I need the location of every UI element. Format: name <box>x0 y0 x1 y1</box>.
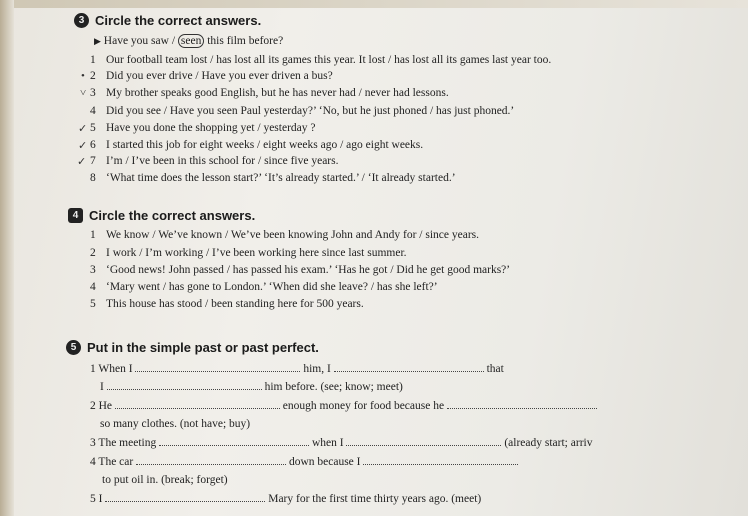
exercise-5-line-6: 4 The car down because I <box>90 455 518 468</box>
margin-tick-3: ˅ <box>80 87 87 99</box>
section-3-item-5[interactable]: 5 Have you done the shopping yet / yesterday ? <box>90 122 316 134</box>
section-5-badge: 5 <box>66 340 81 355</box>
blank-2a[interactable] <box>115 399 280 409</box>
blank-5a[interactable] <box>105 492 265 502</box>
play-triangle-icon: ▶ <box>94 36 101 46</box>
section-4-item-4[interactable]: 4 ‘Mary went / has gone to London.’ ‘When did she leave? / has she left?’ <box>90 281 438 293</box>
blank-1c[interactable] <box>107 380 262 390</box>
section-3-badge: 3 <box>74 13 89 28</box>
section-3-heading <box>74 13 261 28</box>
page-top-edge <box>0 0 748 8</box>
exercise-5-line-2: I him before. (see; know; meet) <box>100 381 403 393</box>
section-3-item-8[interactable]: 8 ‘What time does the lesson start?’ ‘It’s already started.’ / ‘It already started.’ <box>90 172 456 184</box>
section-4-item-2[interactable]: 2 I work / I’m working / I’ve been working here since last summer. <box>90 247 407 259</box>
exercise-5-line-7: to put oil in. (break; forget) <box>102 474 228 486</box>
section-5-title: Put in the simple past or past perfect. <box>87 340 319 355</box>
exercise-5-line-3: 2 He enough money for food because he <box>90 399 597 412</box>
exercise-5-line-4: so many clothes. (not have; buy) <box>100 418 251 430</box>
example-text-start: Have you saw / <box>103 35 176 47</box>
exercise-5-line-5: 3 The meeting when I (already start; arriv <box>90 437 593 449</box>
margin-tick-2: • <box>81 70 85 82</box>
margin-tick-5: ✓ <box>78 123 88 135</box>
exercise-5-line-8: 5 I Mary for the first time thirty years ago. (meet) <box>90 493 482 505</box>
margin-tick-7: ✓ <box>77 156 87 168</box>
margin-tick-6: ✓ <box>78 140 88 152</box>
blank-3a[interactable] <box>159 436 309 446</box>
section-4-item-5[interactable]: 5 This house has stood / been standing here for 500 years. <box>90 298 364 310</box>
section-5-heading <box>66 340 319 355</box>
blank-4a[interactable] <box>136 455 286 465</box>
section-3-item-1[interactable]: 1 Our football team lost / has lost all its games this year. It lost / has lost all its games last year too. <box>90 54 552 66</box>
section-3-item-7[interactable]: 7 I’m / I’ve been in this school for / since five years. <box>90 155 339 167</box>
section-4-title: Circle the correct answers. <box>89 208 256 223</box>
section-4-badge: 4 <box>68 208 83 223</box>
section-3-item-4[interactable]: 4 Did you see / Have you seen Paul yesterday?’ ‘No, but he just phoned / has just phoned.’ <box>90 105 515 117</box>
section-4-heading <box>68 208 255 223</box>
example-text-end: this film before? <box>207 35 284 47</box>
section-3-item-6[interactable]: 6 I started this job for eight weeks / eight weeks ago / ago eight weeks. <box>90 139 424 151</box>
page-left-edge <box>0 0 14 516</box>
blank-3b[interactable] <box>346 436 501 446</box>
blank-4b[interactable] <box>363 455 518 465</box>
section-3-item-2[interactable]: 2 Did you ever drive / Have you ever driven a bus? <box>90 70 333 82</box>
section-3-item-3[interactable]: 3 My brother speaks good English, but he has never had / never had lessons. <box>90 87 449 99</box>
section-4-item-1[interactable]: 1 We know / We’ve known / We’ve been knowing John and Andy for / since years. <box>90 229 480 241</box>
example-circled-answer[interactable]: seen <box>178 34 204 48</box>
section-3-title: Circle the correct answers. <box>95 13 262 28</box>
section-4-item-3[interactable]: 3 ‘Good news! John passed / has passed his exam.’ ‘Has he got / Did he get good marks?’ <box>90 264 511 276</box>
exercise-5-line-1: 1 When I him, I that <box>90 363 504 375</box>
blank-1b[interactable] <box>334 362 484 372</box>
blank-2b[interactable] <box>447 399 597 409</box>
blank-1a[interactable] <box>135 362 300 372</box>
section-3-example <box>94 35 283 47</box>
